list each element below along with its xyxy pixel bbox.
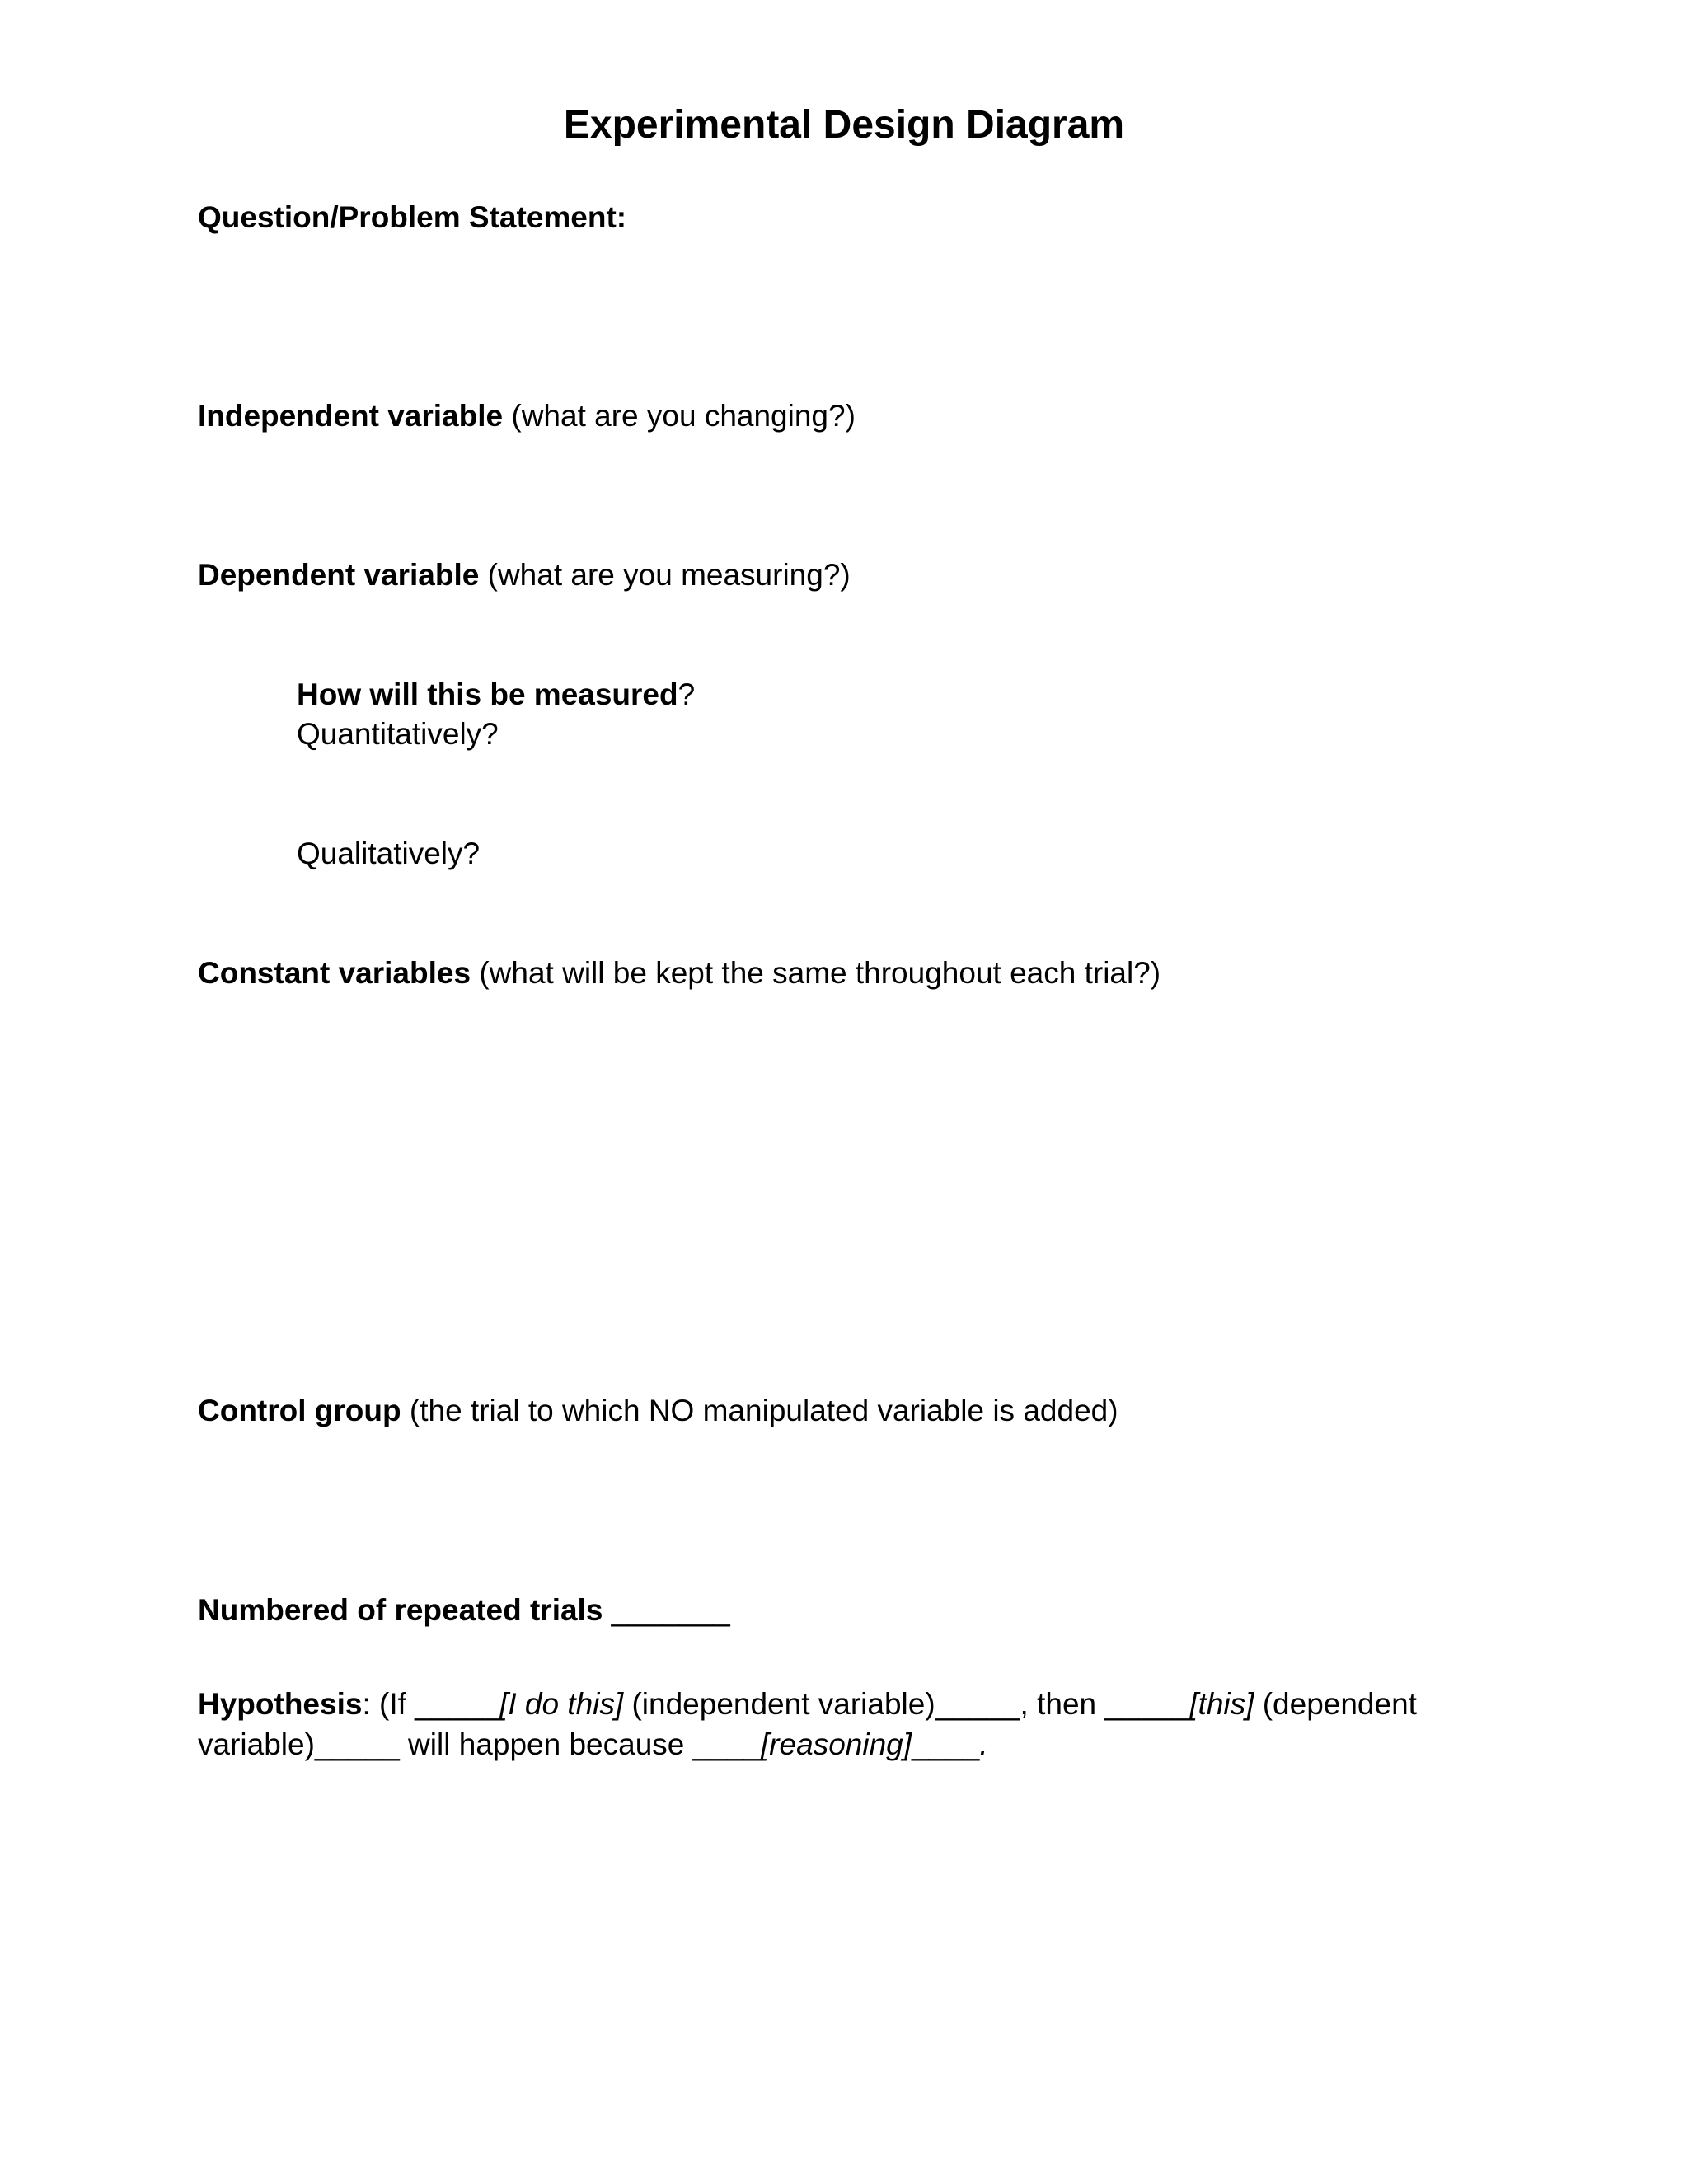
repeated-trials-blank: _______ [603,1593,730,1627]
dependent-variable-label: Dependent variable [198,558,480,592]
question-statement-line [198,198,626,237]
hypothesis-paragraph [198,1684,1484,1765]
hypothesis-placeholder-reasoning: [reasoning] [760,1727,912,1761]
control-group-hint: (the trial to which NO manipulated variable is added) [401,1394,1118,1427]
question-label: Question/Problem Statement: [198,200,627,234]
hypothesis-text-4: ____ [912,1727,980,1761]
control-group-label: Control group [198,1394,401,1427]
hypothesis-text-2: (independent variable)_____, then _____ [623,1687,1190,1721]
hypothesis-placeholder-result: [this] [1189,1687,1254,1721]
repeated-trials-label: Numbered of repeated trials [198,1593,603,1627]
constant-variables-hint: (what will be kept the same throughout each trial?) [471,956,1161,990]
independent-variable-line [198,396,856,436]
measurement-label: How will this be measured [297,677,678,711]
repeated-trials-line [198,1591,730,1630]
control-group-line [198,1391,1118,1431]
constant-variables-line [198,954,1160,993]
hypothesis-text-1: : (If _____ [362,1687,500,1721]
hypothesis-placeholder-action: [I do this] [499,1687,624,1721]
qualitative-label: Qualitatively? [297,837,481,870]
qualitative-line [297,834,480,874]
measurement-suffix: ? [678,677,696,711]
constant-variables-label: Constant variables [198,956,471,990]
hypothesis-text-3: (dependent variable)_____ will happen because ____ [198,1687,1417,1761]
hypothesis-label: Hypothesis [198,1687,363,1721]
page-title: Experimental Design Diagram [563,103,1125,147]
quantitative-line [297,715,499,754]
independent-variable-hint: (what are you changing?) [503,399,856,433]
quantitative-label: Quantitatively? [297,717,499,751]
independent-variable-label: Independent variable [198,399,504,433]
dependent-variable-line [198,555,851,595]
hypothesis-end-period: . [979,1727,988,1761]
dependent-variable-hint: (what are you measuring?) [479,558,851,592]
measurement-question-line [297,675,695,715]
